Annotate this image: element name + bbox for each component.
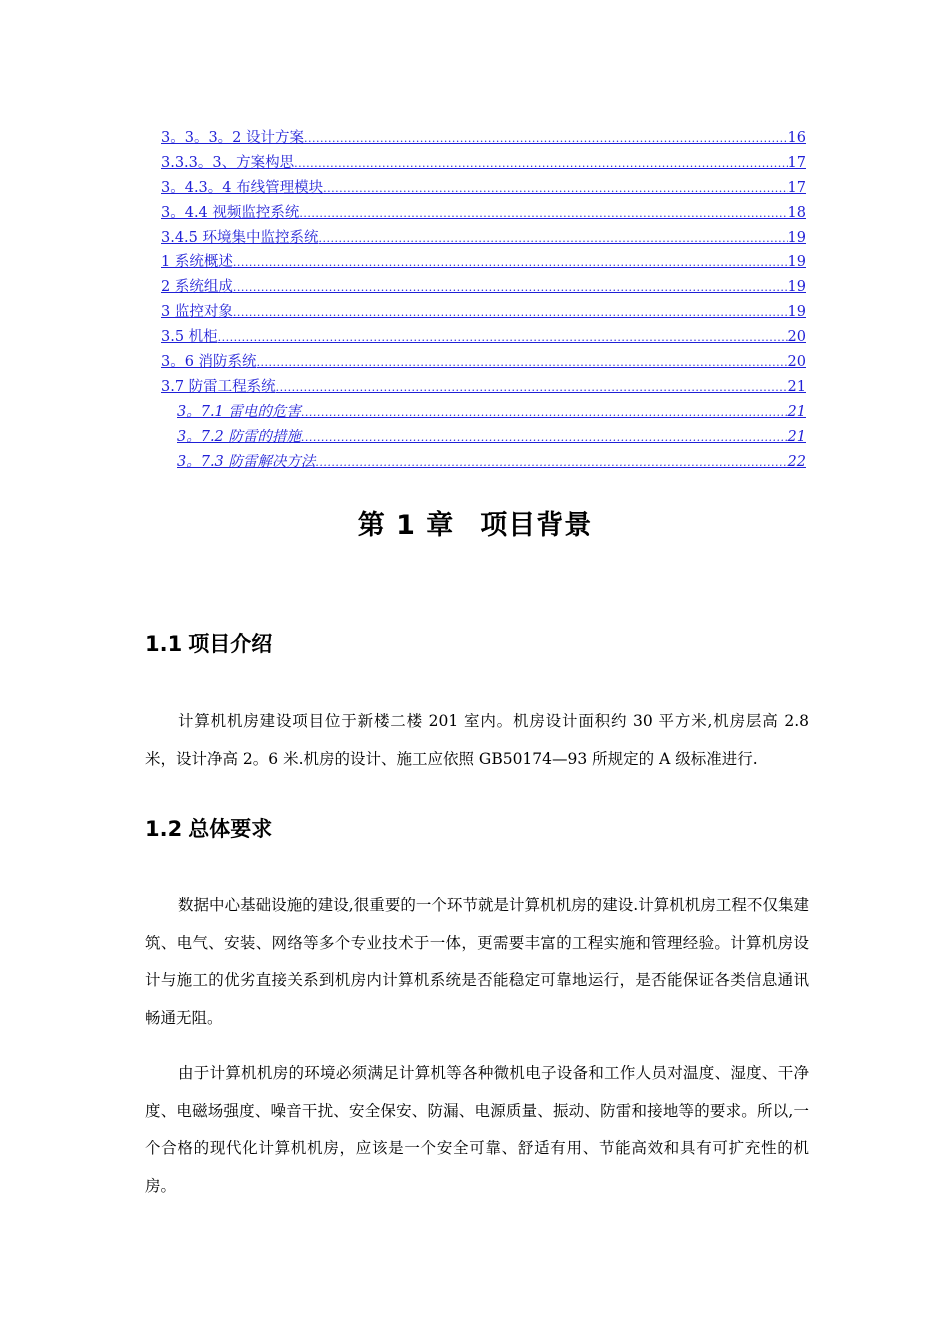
toc-entry-label: 3。7.2 防雷的措施 (177, 428, 301, 445)
chapter-title-text: 项目背景 (480, 510, 593, 541)
toc-leader-dots (233, 281, 788, 294)
toc-entry-page: 21 (787, 403, 806, 420)
toc-entry-label: 3。4.4 视频监控系统 (161, 204, 300, 221)
toc-subentry[interactable] (177, 425, 806, 450)
toc-entry-page: 19 (787, 229, 806, 246)
toc-entry[interactable] (161, 126, 806, 151)
toc-leader-dots (323, 182, 787, 195)
toc-entry-page: 20 (787, 329, 806, 346)
toc-subentry[interactable] (177, 400, 806, 425)
toc-leader-dots (233, 306, 788, 319)
section-title: 项目介绍 (188, 632, 273, 656)
toc-entry[interactable] (161, 300, 806, 325)
toc-entry[interactable] (161, 275, 806, 300)
paragraph: 计算机机房建设项目位于新楼二楼 201 室内。机房设计面积约 30 平方米,机房层高 2.8 米，设计净高 2。6 米.机房的设计、施工应依照 GB50174—93 所规定的 A 级标准进行. (145, 712, 809, 768)
toc-entry[interactable] (161, 250, 806, 275)
section-number: 1.1 (145, 632, 183, 656)
toc-entry-page: 22 (787, 453, 806, 470)
toc-entry-label: 3。7.1 雷电的危害 (177, 403, 301, 420)
toc-leader-dots (257, 356, 788, 369)
toc-leader-dots (299, 207, 787, 220)
chapter-number: 第 1 章 (357, 510, 455, 541)
toc-entry-page: 20 (787, 354, 806, 371)
toc-entry-page: 16 (787, 130, 806, 146)
toc-entry[interactable] (161, 201, 806, 226)
section-heading (145, 813, 272, 843)
toc-entry-page: 17 (787, 179, 806, 196)
toc-entry[interactable] (161, 176, 806, 201)
toc-leader-dots (301, 431, 788, 444)
toc-entry-label: 3。4.3。4 布线管理模块 (161, 179, 324, 196)
toc-entry-label: 3.4.5 环境集中监控系统 (161, 229, 319, 246)
toc-subentry[interactable] (177, 450, 806, 475)
toc-entry[interactable] (161, 350, 806, 375)
toc-entry-label: 3.3.3。3、方案构思 (161, 154, 295, 171)
toc-leader-dots (233, 256, 788, 269)
toc-entry-label: 2 系统组成 (161, 279, 233, 296)
toc-leader-dots (276, 381, 788, 394)
toc-entry-label: 3。7.3 防雷解决方法 (177, 453, 316, 470)
toc-entry-label: 3 监控对象 (161, 304, 233, 321)
toc-entry-page: 17 (787, 154, 806, 171)
section-title: 总体要求 (188, 817, 273, 841)
toc-entry[interactable] (161, 325, 806, 350)
paragraph: 由于计算机机房的环境必须满足计算机等各种微机电子设备和工作人员对温度、湿度、干净度、电磁场强度、噪音干扰、安全保安、防漏、电源质量、振动、防雷和接地等的要求。所以,一个合格的现代化计算机机房，应该是一个安全可靠、舒适有用、节能高效和具有可扩充性的机房。 (145, 1064, 809, 1195)
toc-leader-dots (218, 331, 788, 344)
toc-entry-page: 19 (787, 254, 806, 271)
table-of-contents (161, 126, 806, 474)
toc-entry-label: 3。6 消防系统 (161, 354, 257, 371)
toc-leader-dots (319, 232, 788, 245)
toc-entry-page: 21 (787, 378, 806, 395)
chapter-title (0, 503, 950, 542)
toc-leader-dots (304, 132, 788, 145)
toc-entry[interactable] (161, 151, 806, 176)
toc-leader-dots (315, 456, 787, 469)
toc-entry-label: 3.5 机柜 (161, 329, 218, 346)
section-number: 1.2 (145, 817, 183, 841)
section-heading (145, 628, 272, 658)
paragraph: 数据中心基础设施的建设,很重要的一个环节就是计算机机房的建设.计算机机房工程不仅集建筑、电气、安装、网络等多个专业技术于一体，更需要丰富的工程实施和管理经验。计算机房设计与施工的优劣直接关系到机房内计算机系统是否能稳定可靠地运行，是否能保证各类信息通讯畅通无阻。 (145, 896, 809, 1027)
toc-entry-page: 18 (787, 204, 806, 221)
toc-leader-dots (294, 157, 787, 170)
toc-entry-page: 21 (787, 428, 806, 445)
toc-leader-dots (301, 406, 788, 419)
toc-entry-label: 1 系统概述 (161, 254, 233, 271)
toc-entry[interactable] (161, 226, 806, 251)
toc-entry-label: 3.7 防雷工程系统 (161, 378, 276, 395)
toc-entry-label: 3。3。3。2 设计方案 (161, 130, 305, 146)
toc-entry[interactable] (161, 375, 806, 400)
toc-entry-page: 19 (787, 304, 806, 321)
toc-entry-page: 19 (787, 279, 806, 296)
